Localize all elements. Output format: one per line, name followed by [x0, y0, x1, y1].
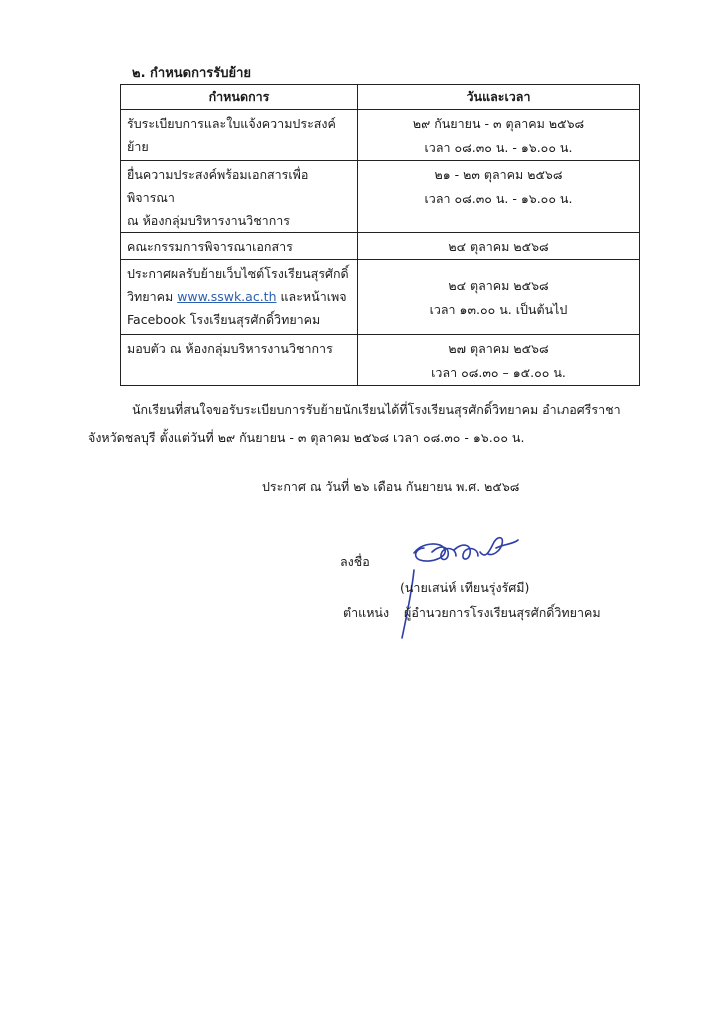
section-heading: ๒. กำหนดการรับย้าย	[132, 66, 252, 81]
datetime-cell	[358, 335, 640, 386]
date-text: ๒๗ ตุลาคม ๒๕๖๘	[448, 341, 549, 356]
date-text: ๒๔ ตุลาคม ๒๕๖๘	[448, 239, 549, 254]
time-text: เวลา ๐๘.๓๐ – ๑๕.๐๐ น.	[431, 365, 566, 380]
body-paragraph-line: นักเรียนที่สนใจขอรับระเบียบการรับย้ายนักเรียนได้ที่โรงเรียนสุรศักดิ์วิทยาคม อำเภอศรีราชา	[132, 402, 621, 417]
announcement-date: ประกาศ ณ วันที่ ๒๖ เดือน กันยายน พ.ศ. ๒๕๖๘	[262, 479, 520, 494]
activity-cell	[121, 110, 358, 161]
datetime-cell	[358, 110, 640, 161]
date-text: ๒๔ ตุลาคม ๒๕๖๘	[448, 278, 549, 293]
activity-cell	[121, 161, 358, 233]
activity-text: และหน้าเพจ	[280, 289, 347, 304]
header-activity: กำหนดการ	[121, 85, 358, 110]
datetime-cell	[358, 233, 640, 260]
date-text: ๒๙ กันยายน - ๓ ตุลาคม ๒๕๖๘	[412, 116, 585, 131]
position-label: ตำแหน่ง	[343, 605, 390, 620]
activity-text: มอบตัว ณ ห้องกลุ่มบริหารงานวิชาการ	[127, 341, 333, 356]
activity-line	[127, 285, 351, 308]
table-row	[121, 260, 640, 335]
signer-name: (นายเสน่ห์ เทียนรุ่งรัศมี)	[400, 580, 530, 595]
website-link[interactable]: www.sswk.ac.th	[177, 289, 277, 304]
schedule-table	[120, 84, 640, 386]
activity-text: รับระเบียบการและใบแจ้งความประสงค์ย้าย	[127, 116, 336, 154]
activity-text: Facebook โรงเรียนสุรศักดิ์วิทยาคม	[127, 312, 321, 327]
datetime-cell	[358, 260, 640, 335]
body-paragraph-line: จังหวัดชลบุรี ตั้งแต่วันที่ ๒๙ กันยายน - ๓ ตุลาคม ๒๕๖๘ เวลา ๐๘.๓๐ - ๑๖.๐๐ น.	[88, 430, 525, 445]
sign-label: ลงชื่อ	[340, 554, 370, 569]
time-text: เวลา ๐๘.๓๐ น. - ๑๖.๐๐ น.	[424, 191, 573, 206]
time-text: เวลา ๐๘.๓๐ น. - ๑๖.๐๐ น.	[424, 140, 573, 155]
position-value: ผู้อำนวยการโรงเรียนสุรศักดิ์วิทยาคม	[404, 605, 601, 620]
activity-text: คณะกรรมการพิจารณาเอกสาร	[127, 239, 293, 254]
table-row	[121, 161, 640, 233]
time-text: เวลา ๑๓.๐๐ น. เป็นต้นไป	[429, 302, 568, 317]
activity-text: วิทยาคม	[127, 289, 174, 304]
datetime-cell	[358, 161, 640, 233]
date-text: ๒๑ - ๒๓ ตุลาคม ๒๕๖๘	[434, 167, 563, 182]
activity-text: ณ ห้องกลุ่มบริหารงานวิชาการ	[127, 213, 291, 228]
activity-text: ยื่นความประสงค์พร้อมเอกสารเพื่อพิจารณา	[127, 167, 309, 205]
table-header-row	[121, 85, 640, 110]
activity-cell	[121, 260, 358, 335]
activity-text: ประกาศผลรับย้ายเว็บไซต์โรงเรียนสุรศักดิ์	[127, 266, 349, 281]
table-row	[121, 335, 640, 386]
table-row	[121, 233, 640, 260]
table-row	[121, 110, 640, 161]
activity-cell	[121, 233, 358, 260]
activity-cell	[121, 335, 358, 386]
header-datetime: วันและเวลา	[358, 85, 640, 110]
